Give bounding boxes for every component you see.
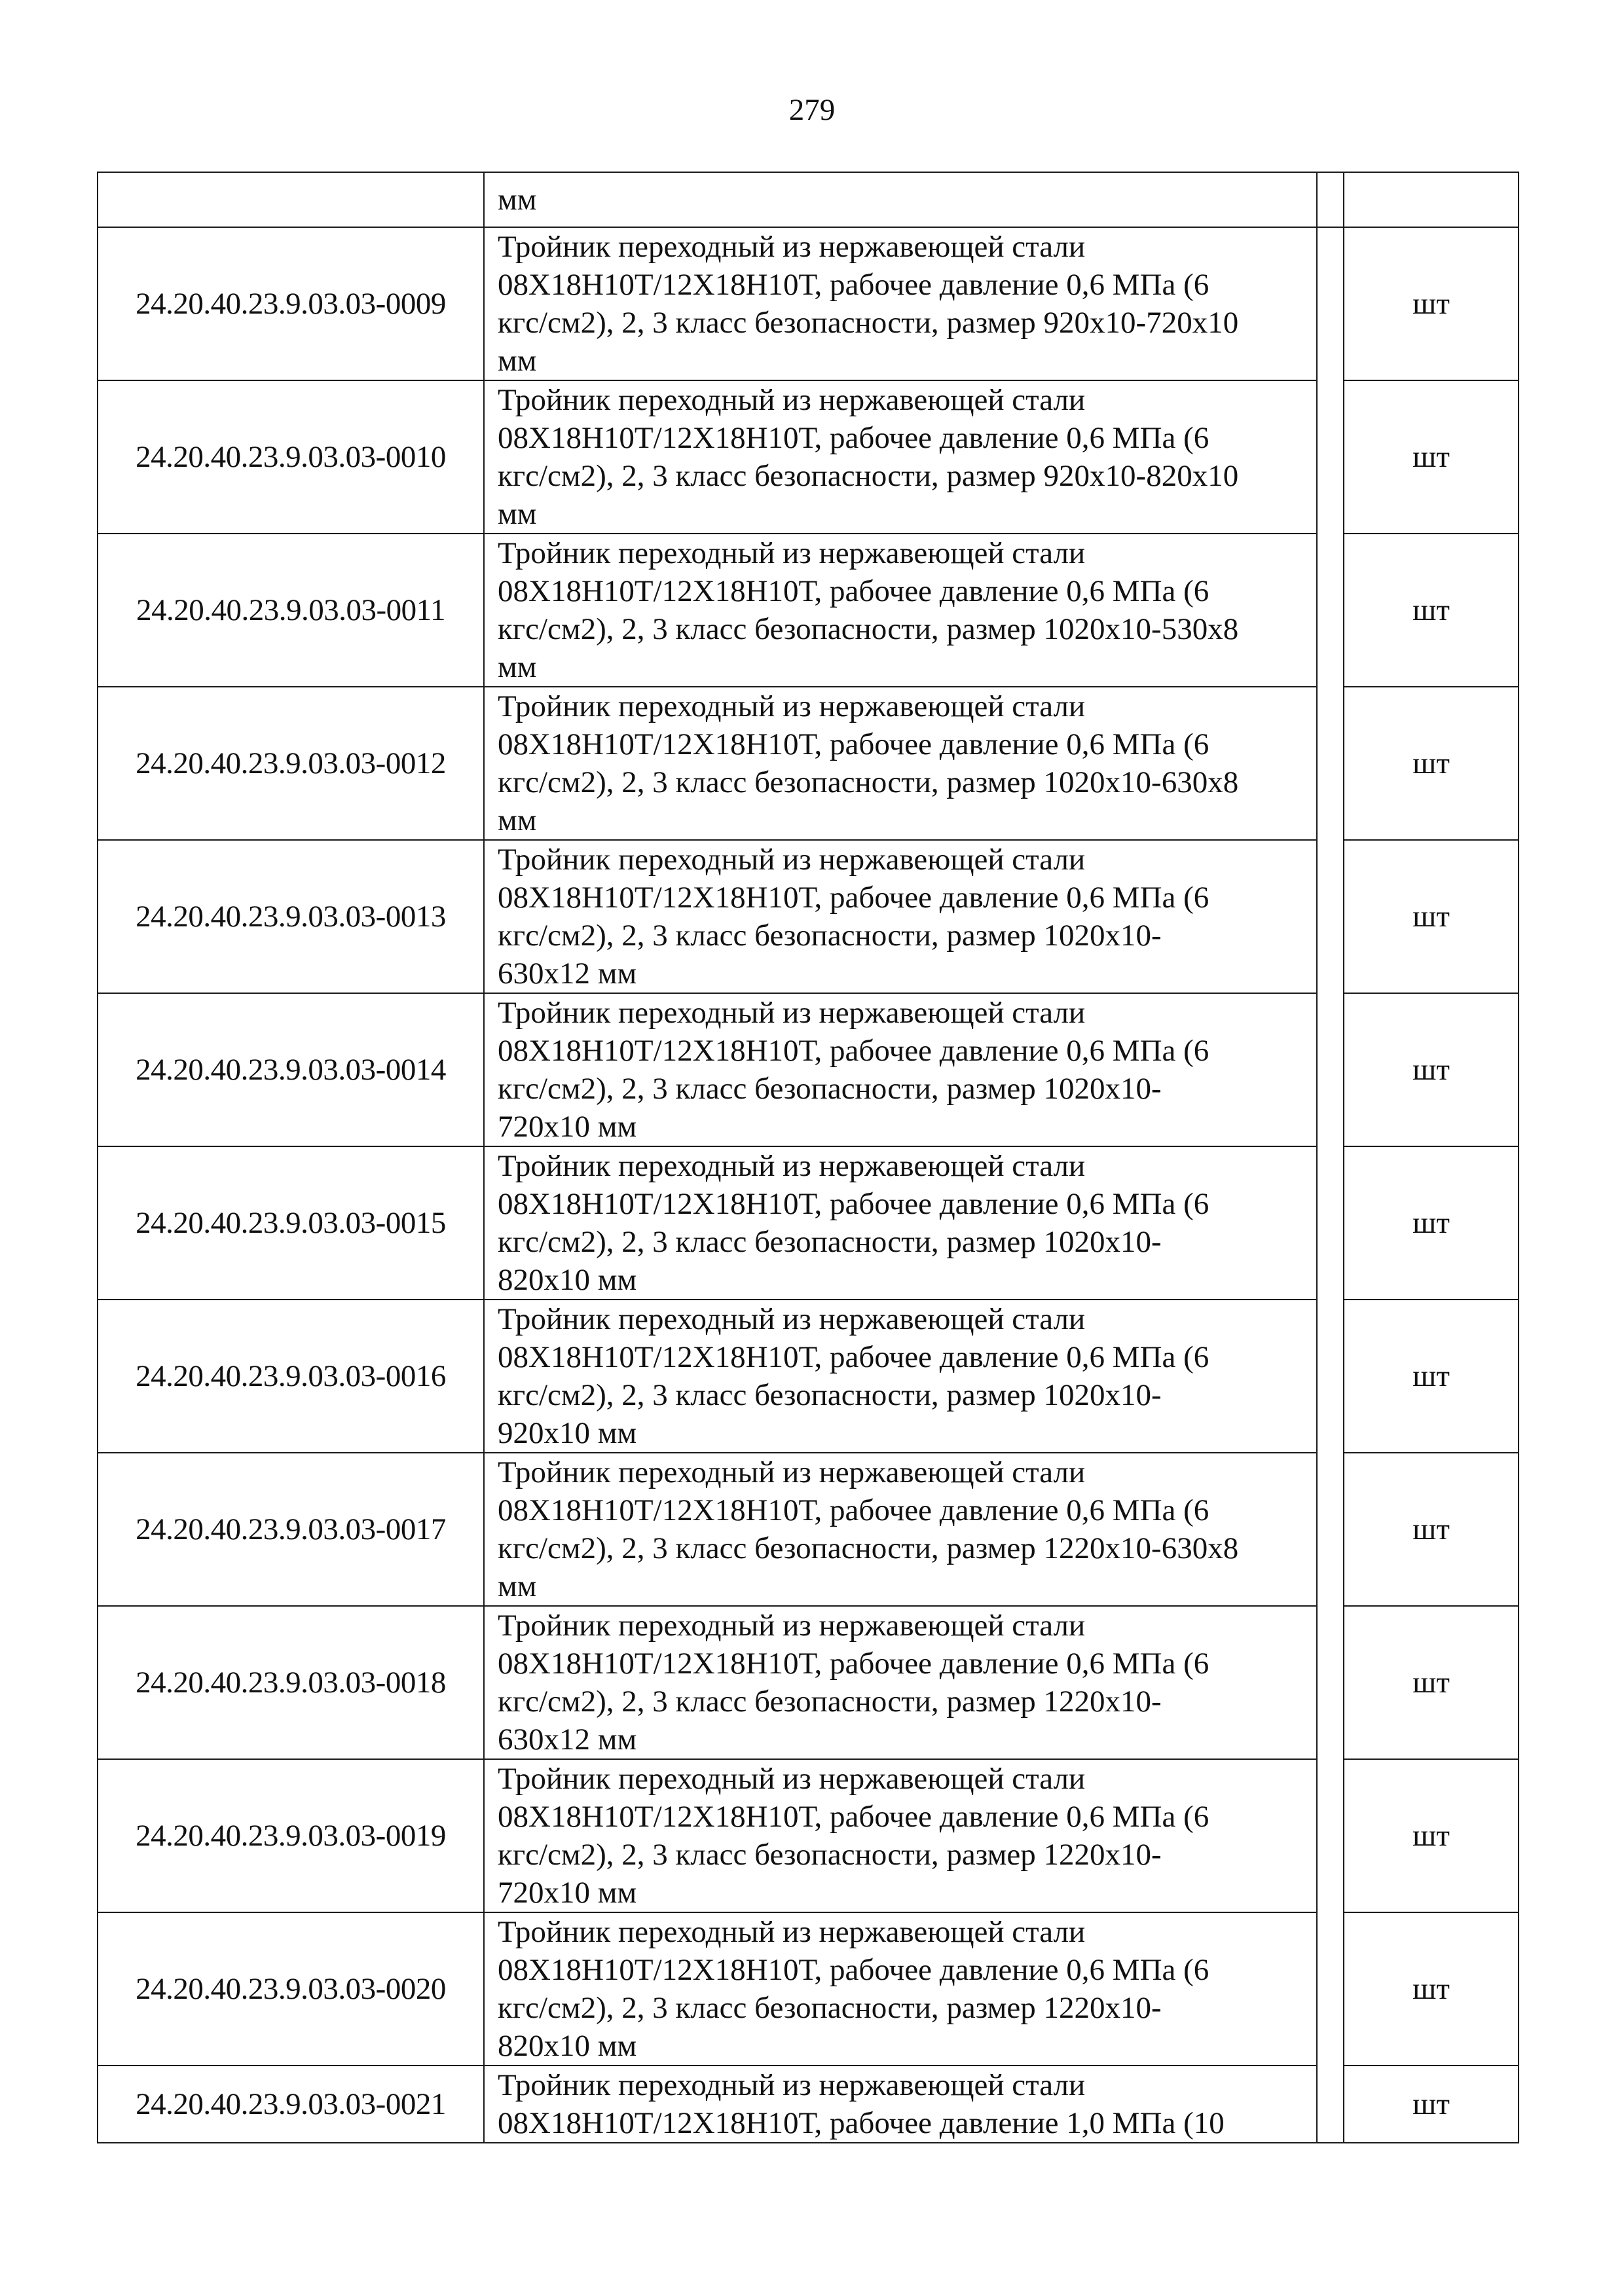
continuation-row: [98, 172, 1519, 227]
table-body: [98, 172, 1519, 2143]
description-line: Тройник переходный из нержавеющей стали: [498, 1455, 1086, 1489]
unit-cell: шт: [1344, 1146, 1519, 1300]
resource-code-cell: 24.20.40.23.9.03.03-0017: [98, 1453, 484, 1606]
description-line: 08Х18Н10Т/12Х18Н10Т, рабочее давление 0,6 МПа (6: [498, 1340, 1209, 1374]
description-line: 08Х18Н10Т/12Х18Н10Т, рабочее давление 0,6 МПа (6: [498, 1034, 1209, 1068]
unit-cell: шт: [1344, 534, 1519, 687]
unit-cell: шт: [1344, 1912, 1519, 2066]
description-line: мм: [498, 803, 537, 837]
description-line: Тройник переходный из нержавеющей стали: [498, 1762, 1086, 1796]
table-row: [98, 1453, 1519, 1606]
resource-description-cell: [484, 1759, 1317, 1912]
description-line: кгс/см2), 2, 3 класс безопасности, размер 1220х10-630х8: [498, 1531, 1239, 1565]
resource-description-cell: [484, 1453, 1317, 1606]
description-line: мм: [498, 1569, 537, 1603]
resource-code-cell: 24.20.40.23.9.03.03-0012: [98, 687, 484, 840]
description-line: 820х10 мм: [498, 1263, 637, 1297]
unit-cell: шт: [1344, 1759, 1519, 1912]
resource-table: [97, 172, 1519, 2143]
resource-code-cell: 24.20.40.23.9.03.03-0018: [98, 1606, 484, 1759]
table-row: [98, 1912, 1519, 2066]
description-line: кгс/см2), 2, 3 класс безопасности, размер 1020х10-530х8: [498, 612, 1239, 646]
empty-column-cell: [1317, 172, 1344, 227]
description-line: кгс/см2), 2, 3 класс безопасности, размер 1220х10-: [498, 1838, 1162, 1872]
resource-description-cell: [484, 1912, 1317, 2066]
description-line: кгс/см2), 2, 3 класс безопасности, размер 1020х10-: [498, 1225, 1162, 1259]
table-row: [98, 534, 1519, 687]
description-line: кгс/см2), 2, 3 класс безопасности, размер 1220х10-: [498, 1991, 1162, 2025]
table-row: [98, 1300, 1519, 1453]
table-row: [98, 2066, 1519, 2143]
resource-code-cell: 24.20.40.23.9.03.03-0010: [98, 380, 484, 534]
resource-code-cell: 24.20.40.23.9.03.03-0019: [98, 1759, 484, 1912]
description-line: мм: [498, 497, 537, 531]
description-line: 08Х18Н10Т/12Х18Н10Т, рабочее давление 0,6 МПа (6: [498, 421, 1209, 455]
description-line: 08Х18Н10Т/12Х18Н10Т, рабочее давление 0,6 МПа (6: [498, 1800, 1209, 1834]
unit-cell: шт: [1344, 1300, 1519, 1453]
unit-cell: шт: [1344, 1453, 1519, 1606]
description-line: 920х10 мм: [498, 1416, 637, 1450]
description-line: Тройник переходный из нержавеющей стали: [498, 536, 1086, 570]
resource-description-cell: [484, 993, 1317, 1146]
description-line: 08Х18Н10Т/12Х18Н10Т, рабочее давление 0,6 МПа (6: [498, 1187, 1209, 1221]
description-line: Тройник переходный из нержавеющей стали: [498, 230, 1086, 264]
resource-description-cell: [484, 687, 1317, 840]
table-row: [98, 227, 1519, 380]
unit-cell: шт: [1344, 227, 1519, 380]
resource-code-cell: 24.20.40.23.9.03.03-0014: [98, 993, 484, 1146]
page-number: 279: [788, 93, 836, 127]
continuation-unit-cell: [1344, 172, 1519, 227]
resource-description-cell: [484, 534, 1317, 687]
unit-cell: шт: [1344, 380, 1519, 534]
resource-code-cell: 24.20.40.23.9.03.03-0021: [98, 2066, 484, 2143]
resource-code-cell: 24.20.40.23.9.03.03-0020: [98, 1912, 484, 2066]
table-row: [98, 993, 1519, 1146]
description-line: Тройник переходный из нержавеющей стали: [498, 689, 1086, 723]
description-line: кгс/см2), 2, 3 класс безопасности, размер 920х10-820х10: [498, 459, 1239, 493]
description-line: кгс/см2), 2, 3 класс безопасности, размер 1020х10-: [498, 1378, 1162, 1412]
unit-cell: шт: [1344, 840, 1519, 993]
description-line: 720х10 мм: [498, 1876, 637, 1910]
unit-cell: шт: [1344, 993, 1519, 1146]
description-line: 08Х18Н10Т/12Х18Н10Т, рабочее давление 0,6 МПа (6: [498, 268, 1209, 302]
description-line: 630х12 мм: [498, 957, 637, 991]
description-line: 08Х18Н10Т/12Х18Н10Т, рабочее давление 1,0 МПа (10: [498, 2106, 1225, 2140]
continuation-code-cell: [98, 172, 484, 227]
continuation-description-cell: [484, 172, 1317, 227]
description-line: кгс/см2), 2, 3 класс безопасности, размер 1220х10-: [498, 1685, 1162, 1719]
resource-code-cell: 24.20.40.23.9.03.03-0009: [98, 227, 484, 380]
resource-description-cell: [484, 2066, 1317, 2143]
resource-description-cell: [484, 1146, 1317, 1300]
description-line: Тройник переходный из нержавеющей стали: [498, 1149, 1086, 1183]
resource-code-cell: 24.20.40.23.9.03.03-0015: [98, 1146, 484, 1300]
unit-cell: шт: [1344, 1606, 1519, 1759]
description-line: 08Х18Н10Т/12Х18Н10Т, рабочее давление 0,6 МПа (6: [498, 1953, 1209, 1987]
description-line: Тройник переходный из нержавеющей стали: [498, 843, 1086, 877]
description-line: мм: [498, 183, 537, 217]
resource-description-cell: [484, 1300, 1317, 1453]
unit-cell: шт: [1344, 2066, 1519, 2143]
table-row: [98, 380, 1519, 534]
description-line: 720х10 мм: [498, 1110, 637, 1144]
table-row: [98, 1759, 1519, 1912]
description-line: кгс/см2), 2, 3 класс безопасности, размер 1020х10-: [498, 919, 1162, 953]
resource-code-cell: 24.20.40.23.9.03.03-0016: [98, 1300, 484, 1453]
resource-description-cell: [484, 227, 1317, 380]
table-row: [98, 687, 1519, 840]
table-row: [98, 1146, 1519, 1300]
resource-description-cell: [484, 1606, 1317, 1759]
description-line: 820х10 мм: [498, 2029, 637, 2063]
description-line: 08Х18Н10Т/12Х18Н10Т, рабочее давление 0,6 МПа (6: [498, 1647, 1209, 1681]
description-line: Тройник переходный из нержавеющей стали: [498, 1915, 1086, 1949]
description-line: кгс/см2), 2, 3 класс безопасности, размер 1020х10-630х8: [498, 765, 1239, 799]
description-line: 08Х18Н10Т/12Х18Н10Т, рабочее давление 0,6 МПа (6: [498, 727, 1209, 761]
table-row: [98, 840, 1519, 993]
empty-column-cell: [1317, 227, 1344, 2143]
table-row: [98, 1606, 1519, 1759]
resource-description-cell: [484, 840, 1317, 993]
description-line: Тройник переходный из нержавеющей стали: [498, 383, 1086, 417]
description-line: 08Х18Н10Т/12Х18Н10Т, рабочее давление 0,6 МПа (6: [498, 881, 1209, 915]
description-line: Тройник переходный из нержавеющей стали: [498, 1302, 1086, 1336]
resource-code-cell: 24.20.40.23.9.03.03-0011: [98, 534, 484, 687]
resource-code-cell: 24.20.40.23.9.03.03-0013: [98, 840, 484, 993]
description-line: 630х12 мм: [498, 1722, 637, 1757]
unit-cell: шт: [1344, 687, 1519, 840]
description-line: 08Х18Н10Т/12Х18Н10Т, рабочее давление 0,6 МПа (6: [498, 574, 1209, 608]
description-line: 08Х18Н10Т/12Х18Н10Т, рабочее давление 0,6 МПа (6: [498, 1493, 1209, 1527]
description-line: Тройник переходный из нержавеющей стали: [498, 996, 1086, 1030]
description-line: Тройник переходный из нержавеющей стали: [498, 1609, 1086, 1643]
description-line: Тройник переходный из нержавеющей стали: [498, 2068, 1086, 2102]
resource-description-cell: [484, 380, 1317, 534]
description-line: кгс/см2), 2, 3 класс безопасности, размер 920х10-720х10: [498, 306, 1239, 340]
description-line: мм: [498, 344, 537, 378]
description-line: мм: [498, 650, 537, 684]
description-line: кгс/см2), 2, 3 класс безопасности, размер 1020х10-: [498, 1072, 1162, 1106]
